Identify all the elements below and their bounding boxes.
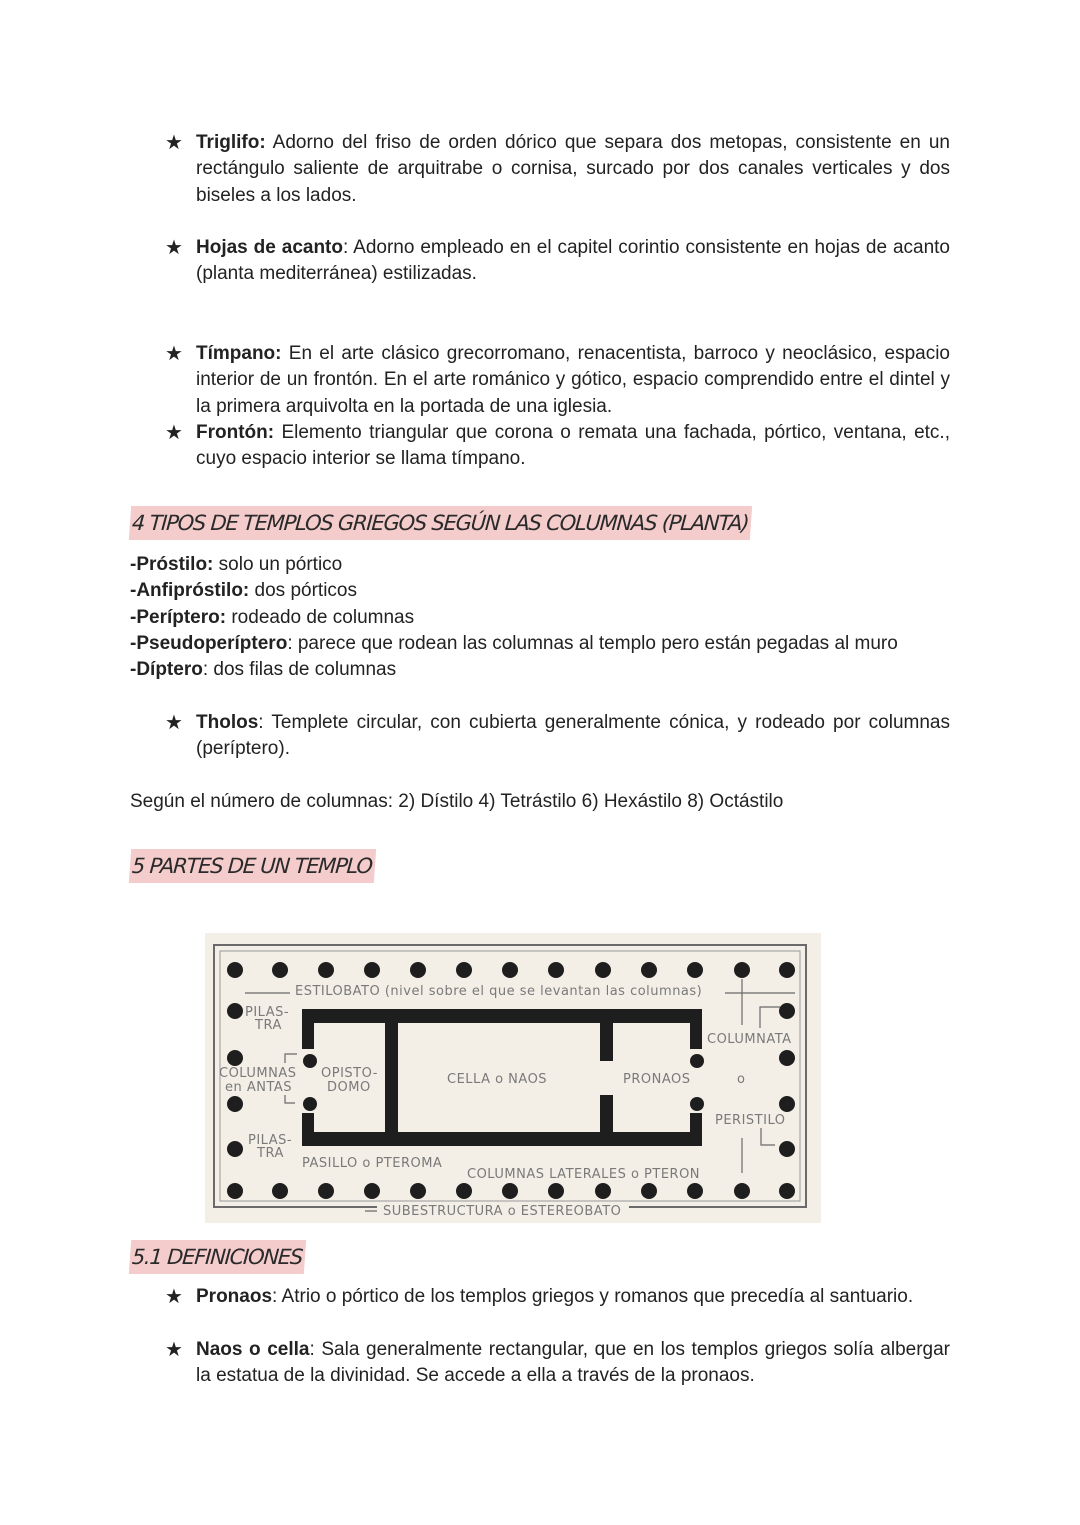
definition-term: Frontón: — [196, 422, 275, 443]
wall-right-top — [690, 1009, 702, 1049]
definition-term: Triglifo: — [196, 132, 266, 153]
column — [410, 962, 426, 978]
column — [595, 962, 611, 978]
temple-type-diptero — [130, 657, 396, 683]
definition-text: : Sala generalmente rectangular, que en los templos griegos solía albergar la estatua de la divinidad. Se accede a ella a través de la pronaos. — [196, 1339, 950, 1387]
label-pilastra-bottom-2: TRA — [257, 1146, 284, 1161]
column — [641, 1183, 657, 1199]
column — [272, 962, 288, 978]
label-o: o — [737, 1072, 746, 1087]
type-text: : dos filas de columnas — [202, 659, 397, 680]
wall-left-top — [302, 1009, 314, 1049]
wall-pronaos-bottom — [600, 1095, 613, 1146]
column — [595, 1183, 611, 1199]
column — [227, 1003, 243, 1019]
type-term: -Pseudoperíptero — [130, 633, 288, 654]
label-estilobato: ESTILOBATO (nivel sobre el que se levantan las columnas) — [295, 984, 703, 999]
type-text: solo un pórtico — [213, 554, 343, 575]
column — [456, 1183, 472, 1199]
column — [303, 1054, 317, 1068]
type-term: -Díptero — [130, 659, 203, 680]
star-bullet-icon: ★ — [165, 1286, 183, 1308]
definition-text: : Templete circular, con cubierta generalmente cónica, y rodeado por columnas (períptero). — [196, 712, 950, 760]
column — [734, 1183, 750, 1199]
wall-opisthodomos — [385, 1009, 398, 1146]
wall-right-bottom — [690, 1113, 702, 1146]
leader-line — [285, 1095, 295, 1103]
label-pilastra-top-1: PILAS- — [245, 1005, 290, 1020]
star-bullet-icon: ★ — [165, 132, 183, 154]
leader-line — [285, 1054, 297, 1063]
temple-type-prostilo — [130, 552, 342, 578]
leader-line — [761, 1128, 775, 1145]
definition-text: En el arte clásico grecorromano, renacentista, barroco y neoclásico, espacio interior de un frontón. En el arte románico y gótico, espacio comprendido entre el dintel y la primera arquivolta en la portada de una iglesia. — [196, 343, 950, 417]
top-columns — [227, 962, 795, 978]
definition-naos-cella — [165, 1337, 950, 1390]
definition-term: Naos o cella — [196, 1339, 310, 1360]
column — [502, 962, 518, 978]
label-pronaos: PRONAOS — [623, 1072, 691, 1087]
label-columnata: COLUMNATA — [707, 1032, 792, 1047]
wall-bottom — [302, 1132, 702, 1146]
type-text: : parece que rodean las columnas al templo pero están pegadas al muro — [287, 633, 898, 654]
label-opistodomo-2: DOMO — [327, 1080, 371, 1095]
label-peristilo: PERISTILO — [715, 1113, 786, 1128]
column — [779, 1096, 795, 1112]
column — [410, 1183, 426, 1199]
definition-text: Elemento triangular que corona o remata una fachada, pórtico, ventana, etc., cuyo espacio interior se llama tímpano. — [196, 422, 950, 470]
label-subestructura: SUBESTRUCTURA o ESTEREOBATO — [383, 1204, 622, 1219]
definition-hojas-de-acanto — [165, 235, 950, 288]
label-columnas-antas-2: en ANTAS — [225, 1080, 293, 1095]
column — [303, 1097, 317, 1111]
star-bullet-icon: ★ — [165, 1339, 183, 1361]
column — [779, 1050, 795, 1066]
definition-fronton — [165, 420, 950, 473]
definition-term: Pronaos — [196, 1286, 273, 1307]
definition-text: : Adorno empleado en el capitel corintio consistente en hojas de acanto (planta mediterránea) estilizadas. — [196, 237, 950, 285]
type-term: -Próstilo: — [130, 554, 214, 575]
section-4-heading: 4 TIPOS DE TEMPLOS GRIEGOS SEGÚN LAS COLUMNAS (PLANTA) — [129, 506, 753, 540]
column — [227, 1183, 243, 1199]
column — [502, 1183, 518, 1199]
columns-count-line: Según el número de columnas: 2) Dístilo 4) Tetrástilo 6) Hexástilo 8) Octástilo — [130, 791, 784, 812]
column — [364, 1183, 380, 1199]
type-text: dos pórticos — [249, 580, 357, 601]
column — [318, 1183, 334, 1199]
column — [641, 962, 657, 978]
star-bullet-icon: ★ — [165, 343, 183, 365]
star-bullet-icon: ★ — [165, 422, 183, 444]
label-columnas-laterales: COLUMNAS LATERALES o PTERON — [467, 1167, 701, 1182]
label-pilastra-top-2: TRA — [255, 1018, 282, 1033]
temple-type-anfiprostilo — [130, 578, 357, 604]
star-bullet-icon: ★ — [165, 237, 183, 259]
definition-term: Tholos — [196, 712, 259, 733]
wall-pronaos-top — [600, 1009, 613, 1061]
star-bullet-icon: ★ — [165, 712, 183, 734]
definition-text: : Atrio o pórtico de los templos griegos y romanos que precedía al santuario. — [272, 1286, 914, 1307]
type-term: -Períptero: — [130, 607, 227, 628]
column — [779, 1183, 795, 1199]
column — [779, 1003, 795, 1019]
type-term: -Anfipróstilo: — [130, 580, 250, 601]
column — [687, 1183, 703, 1199]
column — [272, 1183, 288, 1199]
definition-term: Tímpano: — [196, 343, 282, 364]
section-5-1-heading: 5.1 DEFINICIONES — [129, 1240, 307, 1274]
temple-plan-svg — [205, 933, 821, 1223]
column — [687, 962, 703, 978]
column — [779, 1141, 795, 1157]
wall-left-bottom — [302, 1113, 314, 1146]
temple-plan-diagram — [205, 933, 821, 1223]
column — [227, 962, 243, 978]
column — [779, 962, 795, 978]
wall-top — [302, 1009, 702, 1023]
leader-line — [760, 1007, 780, 1028]
column — [364, 962, 380, 978]
type-text: rodeado de columnas — [226, 607, 415, 628]
definition-timpano — [165, 341, 950, 420]
definition-pronaos — [165, 1284, 950, 1310]
label-cella: CELLA o NAOS — [447, 1072, 548, 1087]
column — [227, 1050, 243, 1066]
column — [548, 1183, 564, 1199]
temple-type-pseudoperiptero — [130, 631, 898, 657]
column — [734, 962, 750, 978]
definition-tholos — [165, 710, 950, 763]
definition-term: Hojas de acanto — [196, 237, 343, 258]
column — [318, 962, 334, 978]
bottom-columns — [227, 1183, 795, 1199]
label-pilastra-bottom-1: PILAS- — [248, 1133, 293, 1148]
column — [690, 1054, 704, 1068]
label-opistodomo-1: OPISTO- — [321, 1066, 378, 1081]
column — [548, 962, 564, 978]
temple-type-periptero — [130, 605, 414, 631]
definition-text: Adorno del friso de orden dórico que separa dos metopas, consistente en un rectángulo saliente de arquitrabe o cornisa, surcado por dos canales verticales y dos biseles a los lados. — [196, 132, 950, 206]
label-columnas-antas-1: COLUMNAS — [219, 1066, 297, 1081]
column — [227, 1141, 243, 1157]
label-pasillo: PASILLO o PTEROMA — [302, 1156, 443, 1171]
section-5-heading: 5 PARTES DE UN TEMPLO — [129, 849, 376, 883]
definition-triglifo — [165, 130, 950, 209]
column — [227, 1096, 243, 1112]
column — [690, 1097, 704, 1111]
column — [456, 962, 472, 978]
